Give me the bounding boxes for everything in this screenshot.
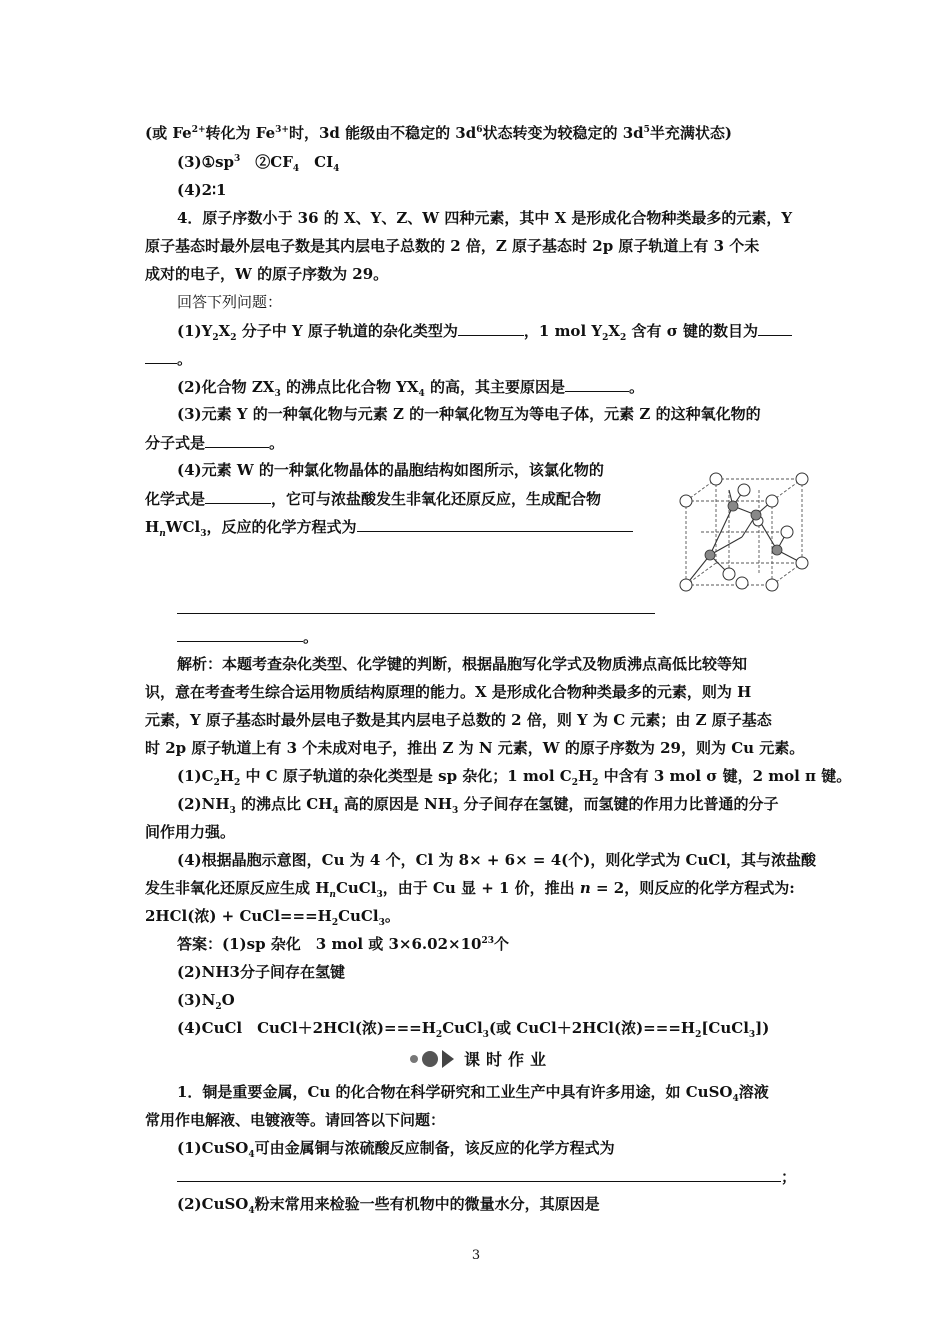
answer-blank[interactable] — [458, 318, 524, 336]
answer-line: (2)NH3分子间存在氢键 — [177, 963, 345, 981]
analysis-line: (4)根据晶胞示意图，Cu 为 4 个，Cl 为 8× + 6× = 4(个)，则化学式为 CuCl，其与浓盐酸 — [177, 851, 817, 869]
analysis-line: 元素，Y 原子基态时最外层电子数是其内层电子总数的 2 倍，则 Y 为 C 元素；由 Z 原子基态 — [145, 711, 772, 729]
answer-blank[interactable] — [205, 486, 271, 504]
question-line: $H_nWCl_3$，反应的化学方程式为 — [145, 514, 665, 539]
homework-line: 常用作电解液、电镀液等。请回答以下问题： — [145, 1111, 446, 1129]
section-title: 课时作业 — [464, 1050, 553, 1069]
answer-blank[interactable] — [177, 1164, 781, 1182]
question-line: 成对的电子，W 的原子序数为 29。 — [145, 265, 389, 283]
analysis-line: $(1)C_2H_2$ 中 C 原子轨道的杂化类型是 sp 杂化；1 mol $C_2H_2$ 中含有 3 mol σ 键，2 mol π 键。 — [177, 767, 852, 788]
answer-blank[interactable] — [357, 514, 633, 532]
text-line: $(3)①sp^3$ $②CF_4$ $CI_4$ — [177, 153, 340, 174]
question-line: (3)元素 Y 的一种氧化物与元素 Z 的一种氧化物互为等电子体，元素 Z 的这种氧化物的 — [177, 405, 761, 423]
question-line: (4)元素 W 的一种氯化物晶体的晶胞结构如图所示，该氯化物的 — [177, 461, 604, 479]
homework-line: (2)CuSO$_4$粉末常用来检验一些有机物中的微量水分，其原因是 — [177, 1195, 600, 1216]
answer-blank[interactable] — [177, 624, 303, 642]
analysis-line: 时 2p 原子轨道上有 3 个未成对电子，推出 Z 为 N 元素，W 的原子序数为 29，则为 Cu 元素。 — [145, 739, 805, 757]
homework-line: ； — [177, 1164, 810, 1189]
answer-blank[interactable] — [177, 596, 655, 614]
question-line: 回答下列问题： — [177, 293, 283, 311]
analysis-line: 发生非氧化还原反应生成 $H_nCuCl_3$，由于 Cu 显 + 1 价，推出 n = 2，则反应的化学方程式为: — [145, 879, 795, 900]
question-line: 。 — [177, 624, 810, 649]
answer-blank[interactable] — [565, 374, 629, 392]
question-line: 分子式是 。 — [145, 430, 810, 455]
analysis-line: $(2)NH_3$ 的沸点比 $CH_4$ 高的原因是 $NH_3$ 分子间存在氢键，而氢键的作用力比普通的分子 — [177, 795, 779, 816]
arrow-right-icon — [442, 1050, 454, 1068]
dot-icon — [422, 1051, 438, 1067]
question-line: 4．原子序数小于 36 的 X、Y、Z、W 四种元素，其中 X 是形成化合物种类最多的元素，Y — [177, 209, 793, 227]
section-banner — [400, 1046, 580, 1072]
page-number: 3 — [471, 1248, 481, 1263]
analysis-line: 识，意在考查考生综合运用物质结构原理的能力。X 是形成化合物种类最多的元素，则为 H — [145, 683, 752, 701]
question-line: 原子基态时最外层电子数是其内层电子总数的 2 倍，Z 原子基态时 2p 原子轨道上有 3 个未 — [145, 237, 760, 255]
homework-line: 1．铜是重要金属，Cu 的化合物在科学研究和工业生产中具有许多用途，如 CuSO$_4$溶液 — [177, 1083, 769, 1104]
text-line: (或 $Fe^{2+}$转化为 $Fe^{3+}$时，3d 能级由不稳定的 $3d^6$状态转变为较稳定的 $3d^5$半充满状态) — [145, 124, 733, 142]
dot-icon — [410, 1055, 418, 1063]
answer-blank[interactable] — [205, 430, 269, 448]
answer-line: (4)CuCl CuCl＋2HCl(浓)$===H_2CuCl_3$(或 CuCl＋2HCl(浓)$===H_2[CuCl_3]$) — [177, 1019, 770, 1040]
analysis-line: 2HCl(浓) + $CuCl===H_2CuCl_3$。 — [145, 907, 400, 928]
question-line: 。 — [145, 346, 810, 371]
answer-blank[interactable] — [758, 318, 792, 336]
question-line: $(1)Y_2X_2$ 分子中 Y 原子轨道的杂化类型为 ，1 mol $Y_2X_2$ 含有 σ 键的数目为 — [177, 318, 810, 343]
answer-line: $(3)N_2O$ — [177, 991, 235, 1012]
answer-blank[interactable] — [145, 346, 177, 364]
analysis-line: 解析：本题考查杂化类型、化学键的判断，根据晶胞写化学式及物质沸点高低比较等知 — [177, 655, 748, 673]
homework-line: (1)CuSO$_4$可由金属铜与浓硫酸反应制备，该反应的化学方程式为 — [177, 1139, 615, 1160]
analysis-line: 间作用力强。 — [145, 823, 236, 841]
question-line: 化学式是 ，它可与浓盐酸发生非氧化还原反应，生成配合物 — [145, 486, 665, 511]
crystal-cell-diagram — [668, 463, 818, 603]
text-line: (4)2∶1 — [177, 181, 227, 199]
answer-line: 答案：(1)sp 杂化 3 mol 或 $3\times 6.02\times 10^{23}$个 — [177, 935, 509, 953]
question-line: (2)化合物 $ZX_3$ 的沸点比化合物 $YX_4$ 的高，其主要原因是 。 — [177, 374, 810, 399]
